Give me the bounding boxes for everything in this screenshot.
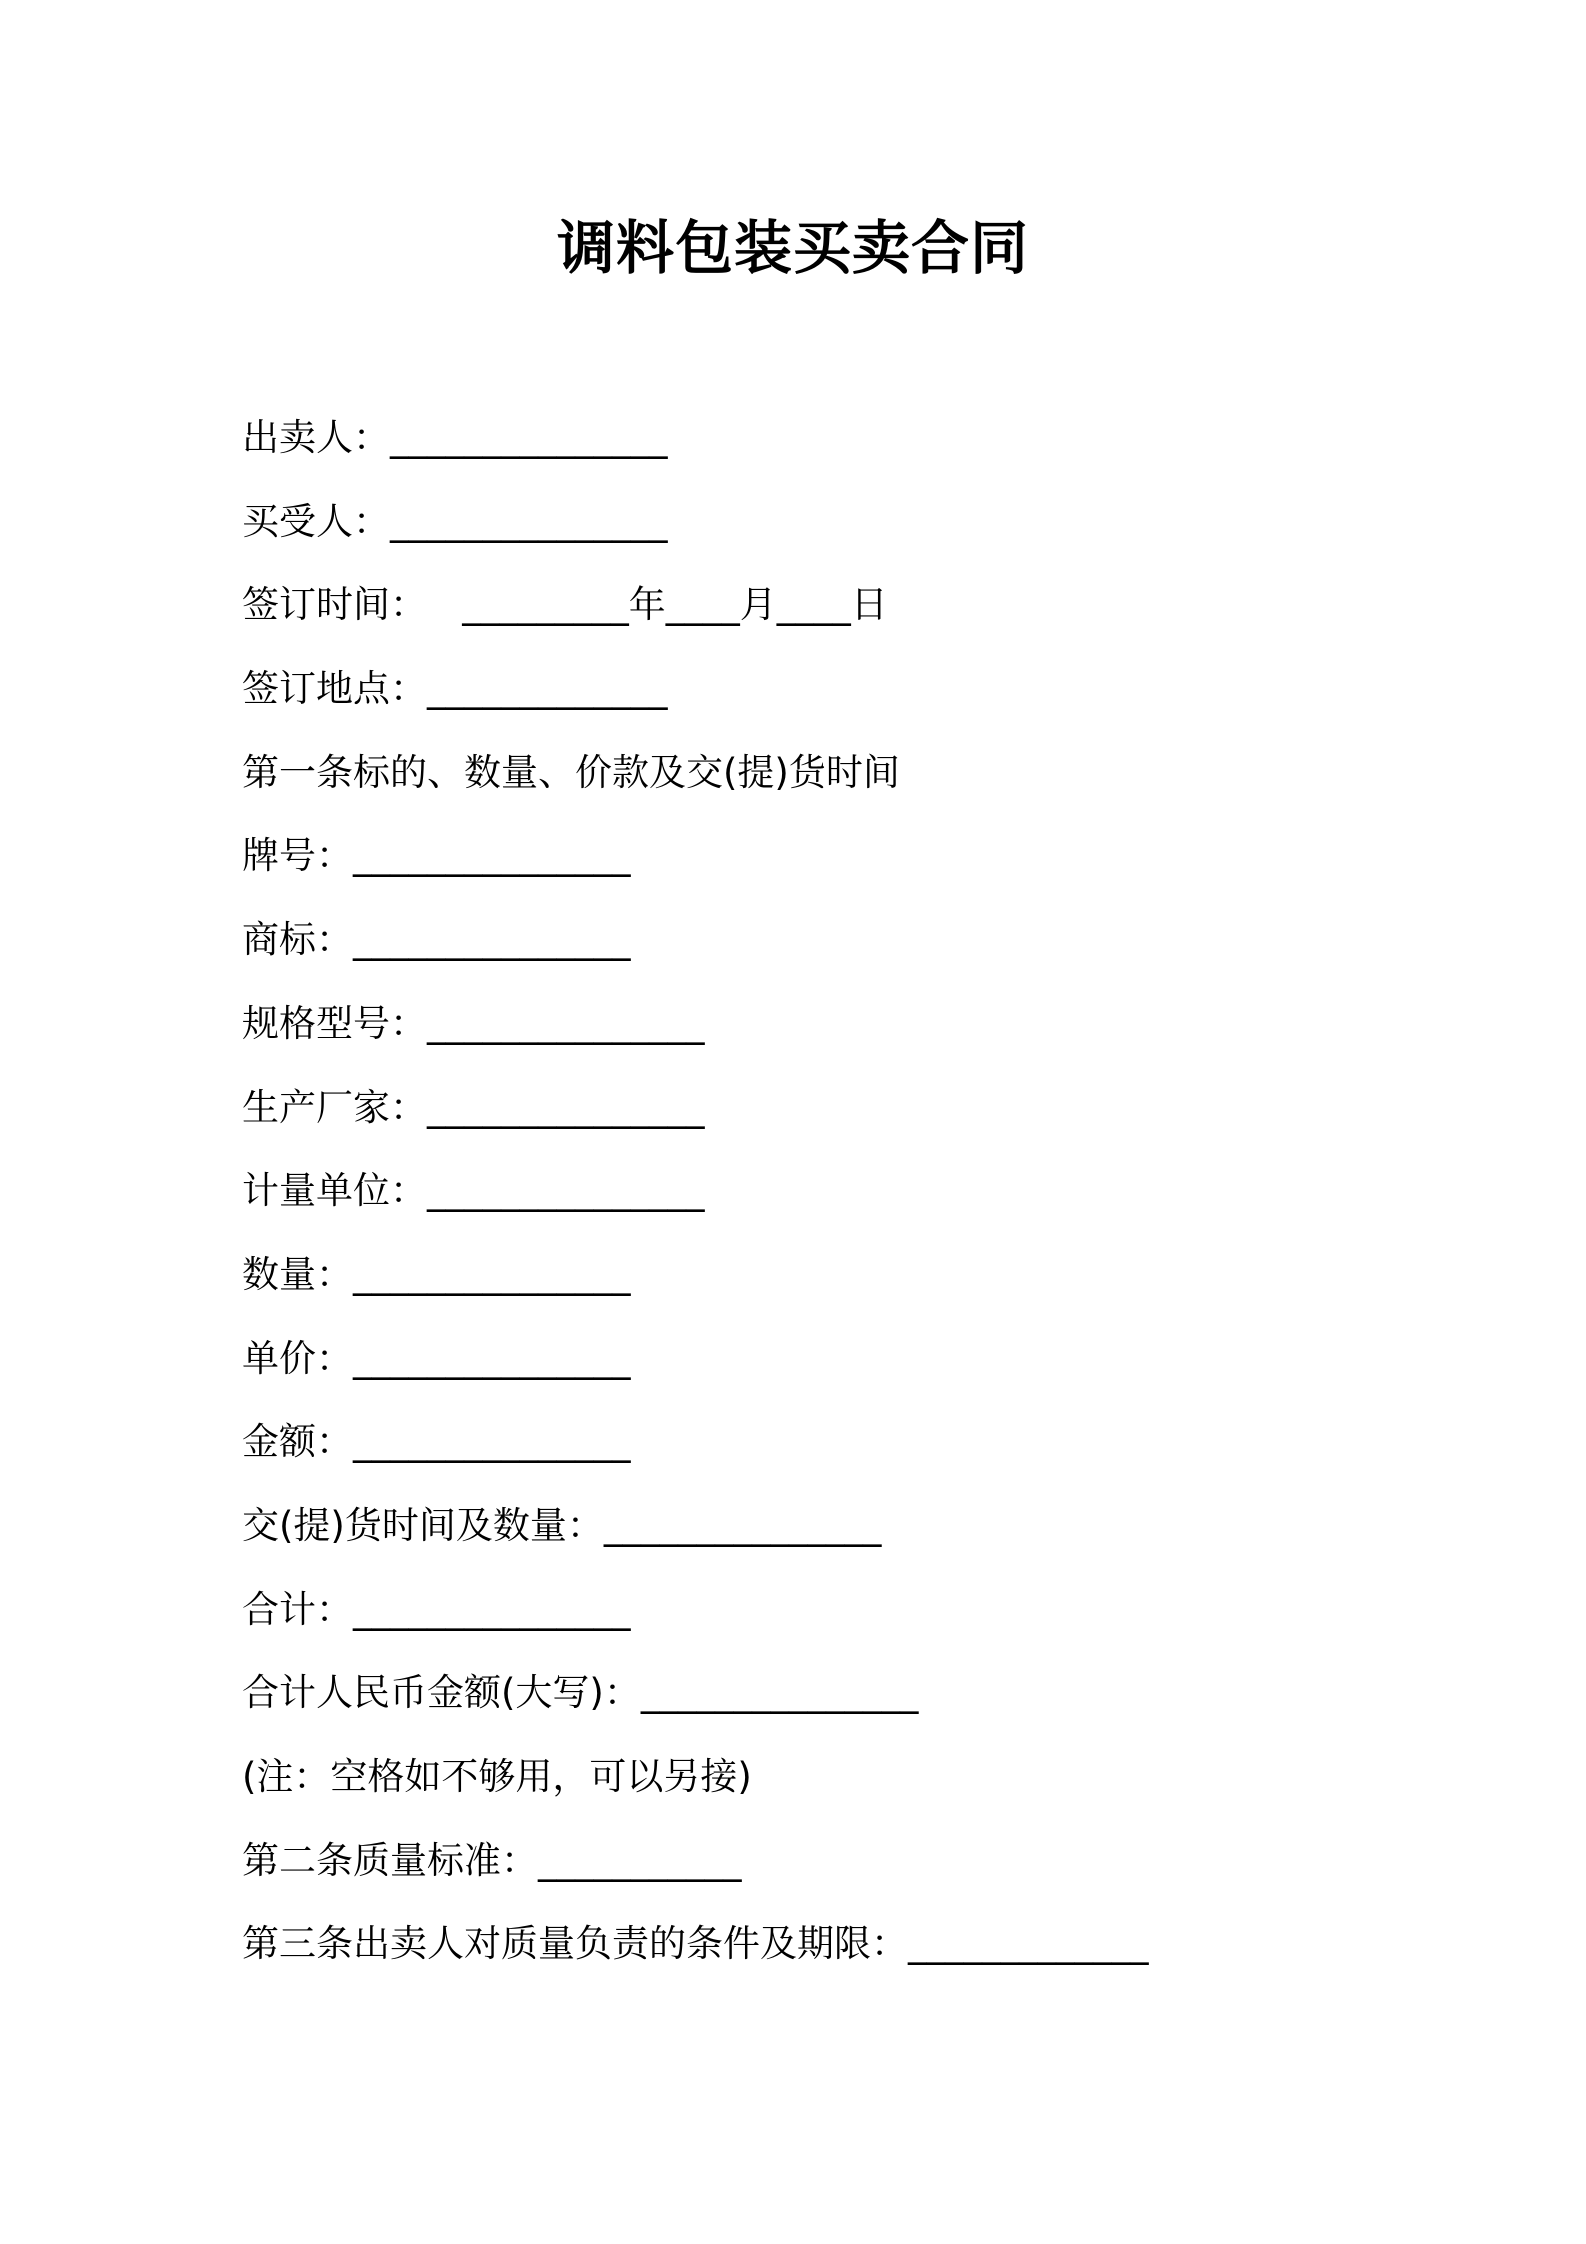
field-model-spec: 规格型号：_______________ — [242, 1001, 705, 1045]
field-amount: 金额：_______________ — [242, 1420, 631, 1464]
field-delivery-time-quantity: 交(提)货时间及数量：_______________ — [242, 1503, 882, 1547]
contract-fields — [242, 408, 1442, 1998]
field-buyer: 买受人：_______________ — [242, 499, 668, 543]
field-quantity: 数量：_______________ — [242, 1252, 631, 1296]
field-unit: 计量单位：_______________ — [242, 1169, 705, 1213]
field-seller: 出卖人：_______________ — [242, 416, 668, 459]
field-total: 合计：_______________ — [242, 1587, 631, 1631]
field-manufacturer: 生产厂家：_______________ — [242, 1085, 705, 1129]
field-unit-price: 单价：_______________ — [242, 1336, 631, 1380]
article-three-quality-responsibility: 第三条出卖人对质量负责的条件及期限：_____________ — [242, 1922, 1149, 1966]
field-total-rmb-uppercase: 合计人民币金额(大写)：_______________ — [242, 1671, 919, 1715]
document-title: 调料包装买卖合同 — [556, 214, 1029, 282]
field-brand-number: 牌号：_______________ — [242, 834, 631, 878]
article-two-quality-standard: 第二条质量标准：___________ — [242, 1838, 742, 1882]
field-trademark: 商标：_______________ — [242, 918, 631, 962]
note-extra-space: (注：空格如不够用，可以另接) — [242, 1755, 752, 1798]
field-signing-date: 签订时间： _________年____月____日 — [242, 583, 888, 627]
article-one-heading: 第一条标的、数量、价款及交(提)货时间 — [242, 750, 900, 794]
field-signing-place: 签订地点：_____________ — [242, 667, 668, 711]
